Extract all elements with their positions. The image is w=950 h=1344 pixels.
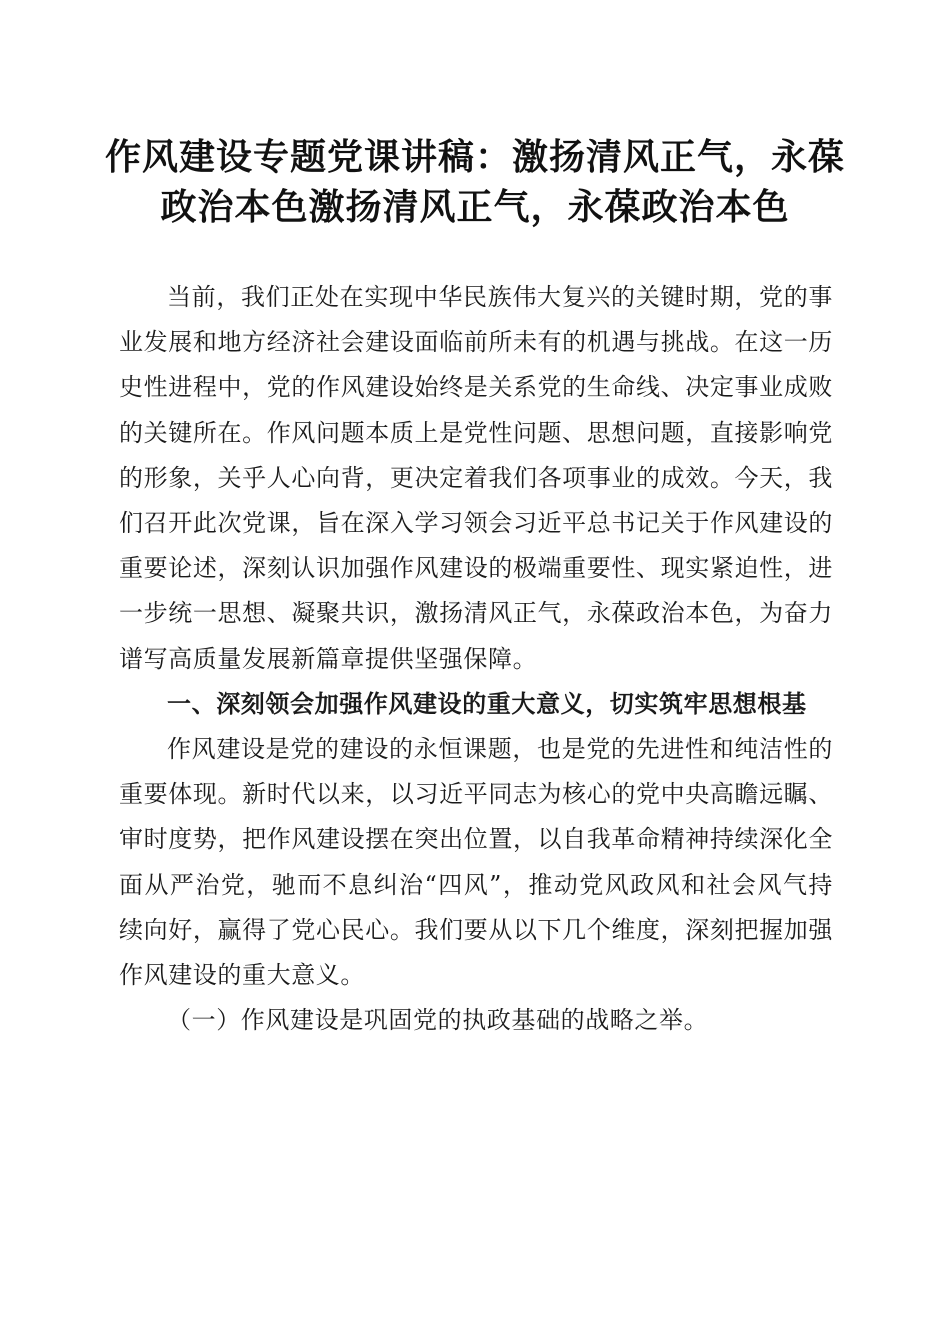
subsection-heading-1: （一）作风建设是巩固党的执政基础的战略之举。 [167,1006,709,1035]
document-title: 作风建设专题党课讲稿：激扬清风正气，永葆政治本色激扬清风正气，永葆政治本色 [104,136,845,228]
document-body [119,275,833,1043]
section-heading-1: 一、深刻领会加强作风建设的重大意义，切实筑牢思想根基 [167,689,807,718]
intro-paragraph: 当前，我们正处在实现中华民族伟大复兴的关键时期，党的事业发展和地方经济社会建设面临前所未有的机遇与挑战。在这一历史性进程中，党的作风建设始终是关系党的生命线、决定事业成败的关键所在。作风问题本质上是党性问题、思想问题，直接影响党的形象，关乎人心向背，更决定着我们各项事业的成效。今天，我们召开此次党课，旨在深入学习领会习近平总书记关于作风建设的重要论述，深刻认识加强作风建设的极端重要性、现实紧迫性，进一步统一思想、凝聚共识，激扬清风正气，永葆政治本色，为奋力谱写高质量发展新篇章提供坚强保障。 [119,283,833,673]
section-1-paragraph: 作风建设是党的建设的永恒课题，也是党的先进性和纯洁性的重要体现。新时代以来，以习近平同志为核心的党中央高瞻远瞩、审时度势，把作风建设摆在突出位置，以自我革命精神持续深化全面从严治党，驰而不息纠治“四风”，推动党风政风和社会风气持续向好，赢得了党心民心。我们要从以下几个维度，深刻把握加强作风建设的重大意义。 [119,735,833,990]
